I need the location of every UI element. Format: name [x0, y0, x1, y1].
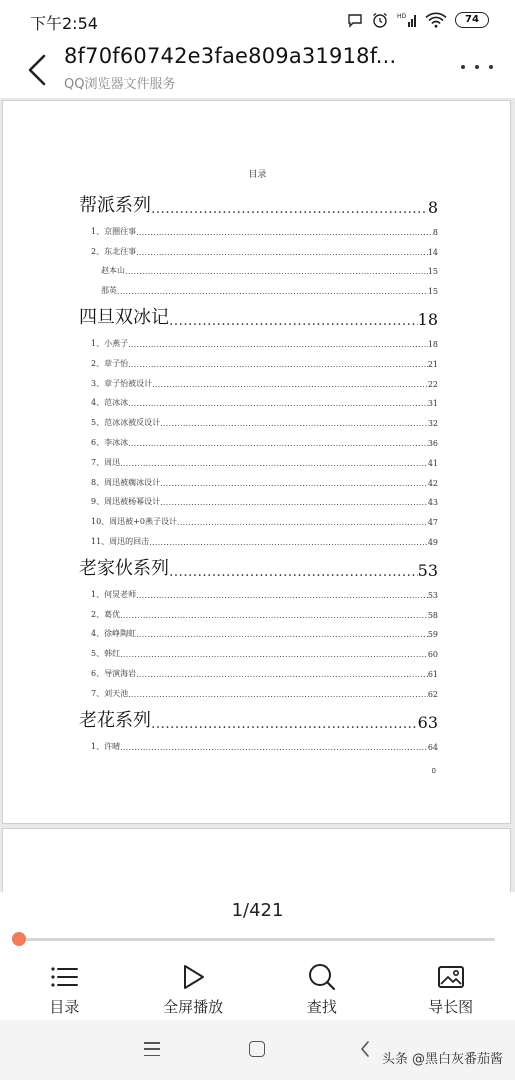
toc-entry-page: 18	[417, 310, 438, 330]
toc-entry-label: 1、许晴	[91, 741, 121, 751]
toc-entry-row[interactable]	[79, 600, 438, 620]
toc-leader-dots	[136, 591, 428, 600]
toc-heading: 目录	[248, 170, 267, 180]
toc-entry-row[interactable]	[79, 679, 438, 699]
toc-leader-dots	[136, 228, 433, 237]
toc-leader-dots	[160, 498, 428, 507]
toc-entry-page: 31	[427, 399, 438, 409]
file-title: 8f70f60742e3fae809a31918f...	[64, 44, 397, 68]
export-long-image-label: 导长图	[428, 998, 474, 1016]
toc-entry-label: 4、范冰冰	[91, 398, 129, 408]
menu-line-icon	[144, 1042, 160, 1044]
toc-entry-label: 老花系列	[79, 709, 151, 731]
toc-leader-dots	[120, 459, 428, 468]
toc-leader-dots	[136, 670, 428, 679]
toc-entry-page: 18	[427, 339, 438, 349]
toc-entry-label: 赵本山	[101, 266, 125, 276]
toc-entry-page: 58	[427, 610, 438, 620]
toc-entry-label: 4、徐峥陶虹	[91, 629, 137, 639]
system-nav-bar	[0, 1020, 515, 1080]
status-time: 下午2:54	[30, 14, 98, 33]
toc-leader-dots	[120, 650, 428, 659]
toc-entry-row[interactable]	[79, 408, 438, 428]
toc-entry-page: 41	[427, 458, 438, 468]
toc-entry-row[interactable]	[79, 620, 438, 640]
bottom-toolbar	[0, 952, 515, 1020]
toc-leader-dots	[128, 399, 428, 408]
toc-entry-label: 8、周迅被瘸冰设计	[91, 477, 161, 487]
toc-leader-dots	[151, 201, 428, 217]
system-back-button[interactable]	[358, 1039, 372, 1059]
toc-leader-dots	[160, 479, 428, 488]
toc-entry-page: 64	[427, 742, 438, 752]
alarm-icon	[371, 11, 389, 29]
toc-entry-row[interactable]	[79, 428, 438, 448]
toc-leader-dots	[120, 611, 428, 620]
search-icon	[307, 962, 337, 992]
toc-entry-page: 61	[427, 669, 438, 679]
play-icon	[178, 962, 208, 992]
toc-section-row[interactable]	[79, 553, 438, 580]
toc-entry-label: 6、李冰冰	[91, 437, 129, 447]
toc-leader-dots	[128, 690, 428, 699]
toc-leader-dots	[136, 248, 428, 257]
toc-leader-dots	[117, 287, 428, 296]
file-subtitle: QQ浏览器文件服务	[64, 77, 176, 92]
toc-entry-page: 42	[427, 478, 438, 488]
status-icons	[347, 10, 489, 30]
progress-slider-thumb[interactable]	[12, 932, 26, 946]
toc-entry-page: 43	[427, 498, 438, 508]
toc-entry-page: 22	[427, 379, 438, 389]
toc-leader-dots	[120, 743, 428, 752]
toc-entry-row[interactable]	[79, 329, 438, 349]
toc-leader-dots	[128, 340, 428, 349]
recent-apps-button[interactable]	[144, 1042, 160, 1056]
menu-line-icon	[144, 1048, 160, 1050]
toc-button-label: 目录	[49, 998, 80, 1016]
toc-entry-label: 2、东北往事	[91, 246, 137, 256]
page-footer-number: 0	[431, 767, 436, 775]
watermark: 头条 @黑白灰番茄酱	[381, 1052, 503, 1067]
toc-entry-label: 1、小燕子	[91, 338, 129, 348]
toc-entry-label: 5、范冰冰被反设计	[91, 418, 161, 428]
toc-entry-label: 5、韩红	[91, 649, 121, 659]
toc-entry-label: 1、京圈往事	[91, 226, 137, 236]
toc-entry-page: 63	[417, 712, 438, 732]
toc-entry-row[interactable]	[79, 389, 438, 409]
toc-entry-page: 36	[427, 438, 438, 448]
toc-entry-row[interactable]	[79, 527, 438, 547]
export-long-image-button[interactable]	[386, 952, 515, 1020]
toc-leader-dots	[160, 419, 428, 428]
toc-entry-page: 59	[427, 630, 438, 640]
toc-entry-label: 老家伙系列	[79, 557, 169, 579]
toc-entry-label: 7、周迅	[91, 457, 121, 467]
toc-leader-dots	[125, 267, 428, 276]
toc-entry-label: 7、刘天池	[91, 688, 129, 698]
toc-entry-row[interactable]	[79, 507, 438, 527]
toc-leader-dots	[136, 630, 428, 639]
message-icon	[347, 12, 363, 28]
more-options-button[interactable]	[461, 56, 493, 78]
toc-leader-dots	[152, 380, 428, 389]
toc-entry-row[interactable]	[79, 237, 438, 257]
toc-entry-page: 15	[427, 287, 438, 297]
toc-entry-row[interactable]	[79, 257, 438, 277]
toc-entry-label: 2、章子怡	[91, 358, 129, 368]
toc-entry-page: 32	[427, 419, 438, 429]
toc-leader-dots	[151, 716, 418, 732]
toc-entry-page: 8	[427, 198, 438, 217]
toc-entry-label: 3、章子怡被设计	[91, 378, 153, 388]
page-indicator: 1/421	[231, 900, 284, 921]
toc-entry-page: 60	[427, 650, 438, 660]
next-document-page	[2, 828, 511, 892]
more-dot-icon	[475, 65, 479, 69]
fullscreen-play-button[interactable]	[129, 952, 258, 1020]
toc-entry-row[interactable]	[79, 349, 438, 369]
toc-entry-row[interactable]	[79, 276, 438, 296]
toc-entry-page: 49	[427, 537, 438, 547]
toc-entry-row[interactable]	[79, 488, 438, 508]
toc-entry-label: 那英	[101, 286, 117, 296]
image-export-icon	[436, 962, 466, 992]
toc-leader-dots	[169, 564, 418, 580]
toc-entry-label: 6、导演海岩	[91, 668, 137, 678]
back-button[interactable]	[22, 50, 56, 90]
toc-entry-row[interactable]	[79, 659, 438, 679]
table-of-contents	[79, 184, 438, 752]
search-button-label: 查找	[306, 998, 337, 1016]
toc-entry-label: 2、葛优	[91, 609, 121, 619]
toc-section-row[interactable]	[79, 705, 438, 732]
toc-entry-page: 53	[427, 590, 438, 600]
toc-leader-dots	[149, 538, 428, 547]
toc-entry-row[interactable]	[79, 580, 438, 600]
list-icon	[49, 962, 79, 992]
document-viewer[interactable]	[0, 98, 515, 892]
toc-entry-label: 帮派系列	[79, 195, 151, 216]
toc-entry-row[interactable]	[79, 217, 438, 237]
toc-entry-page: 21	[427, 359, 438, 369]
toc-entry-label: 四旦双冰记	[79, 307, 169, 329]
toc-entry-page: 15	[427, 267, 438, 277]
document-page	[2, 100, 511, 824]
toc-leader-dots	[128, 439, 428, 448]
progress-track[interactable]	[18, 938, 495, 941]
title-bar	[0, 40, 515, 98]
more-dot-icon	[461, 65, 465, 69]
svg-text:HD: HD	[397, 13, 407, 20]
signal-icon	[397, 12, 417, 28]
more-dot-icon	[489, 65, 493, 69]
toc-entry-page: 62	[427, 689, 438, 699]
toc-entry-row[interactable]	[79, 369, 438, 389]
toc-entry-label: 10、周迅被+0燕子设计	[91, 517, 177, 527]
battery-icon: 74	[455, 12, 489, 28]
toc-section-row[interactable]	[79, 302, 438, 329]
toc-entry-page: 47	[427, 518, 438, 528]
toc-entry-label: 9、周迅被杨幂设计	[91, 497, 161, 507]
toc-entry-row[interactable]	[79, 639, 438, 659]
toc-entry-label: 1、何炅老师	[91, 589, 137, 599]
home-button[interactable]	[249, 1041, 265, 1057]
wifi-icon	[425, 12, 447, 28]
toc-entry-page: 14	[427, 247, 438, 257]
status-bar	[0, 0, 515, 40]
toc-entry-page: 53	[417, 560, 438, 580]
toc-entry-page: 8	[432, 227, 438, 237]
toc-leader-dots	[128, 360, 428, 369]
toc-entry-row[interactable]	[79, 448, 438, 468]
search-button[interactable]	[258, 952, 387, 1020]
toc-leader-dots	[169, 313, 418, 329]
toc-leader-dots	[177, 518, 428, 527]
toc-button[interactable]	[0, 952, 129, 1020]
toc-entry-row[interactable]	[79, 732, 438, 752]
toc-entry-row[interactable]	[79, 468, 438, 488]
toc-entry-label: 11、周迅的回击	[91, 536, 150, 546]
toc-section-row[interactable]	[79, 190, 438, 217]
menu-line-icon	[144, 1055, 160, 1057]
fullscreen-play-label: 全屏播放	[163, 998, 224, 1016]
